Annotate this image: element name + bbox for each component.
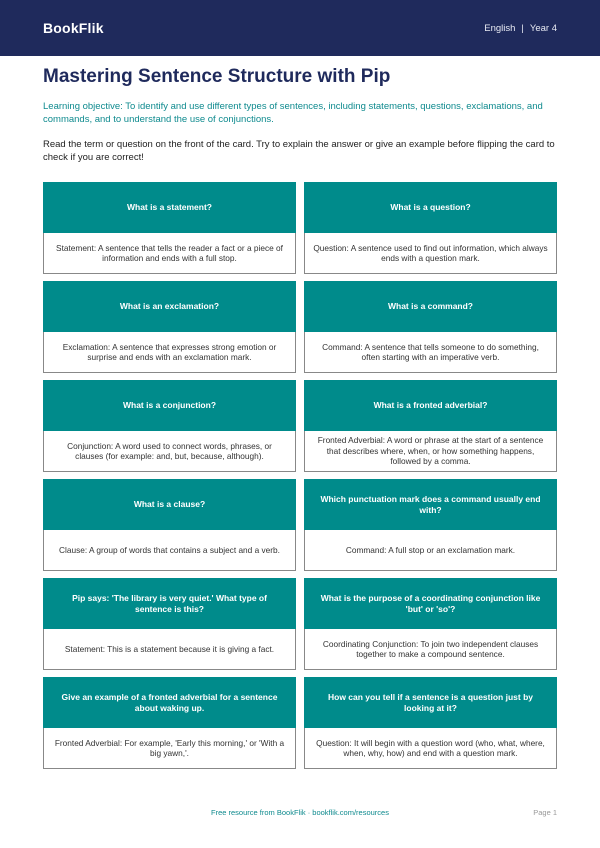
- header-meta: [484, 23, 557, 34]
- flashcard[interactable]: [43, 578, 296, 670]
- year-label: Year 4: [529, 22, 557, 34]
- flashcard[interactable]: [43, 182, 296, 274]
- card-back: Statement: A sentence that tells the reader a fact or a piece of information and ends with a full stop.: [43, 233, 296, 274]
- flashcard[interactable]: [43, 380, 296, 472]
- card-front: What is a statement?: [43, 182, 296, 233]
- page-number: Page 1: [533, 808, 557, 817]
- card-front: How can you tell if a sentence is a question just by looking at it?: [304, 677, 557, 728]
- page-title: Mastering Sentence Structure with Pip: [43, 66, 391, 87]
- card-back: Command: A sentence that tells someone to do something, often starting with an imperative verb.: [304, 332, 557, 373]
- flashcard[interactable]: [304, 479, 557, 571]
- card-front: Give an example of a fronted adverbial for a sentence about waking up.: [43, 677, 296, 728]
- card-back: Fronted Adverbial: A word or phrase at the start of a sentence that describes where, when, or how something happens, followed by a comma.: [304, 431, 557, 472]
- flashcard[interactable]: [43, 281, 296, 373]
- card-back: Clause: A group of words that contains a subject and a verb.: [43, 530, 296, 571]
- card-back: Exclamation: A sentence that expresses strong emotion or surprise and ends with an exclamation mark.: [43, 332, 296, 373]
- flashcard[interactable]: [304, 380, 557, 472]
- card-back: Fronted Adverbial: For example, 'Early this morning,' or 'With a big yawn,'.: [43, 728, 296, 769]
- header-bar: [0, 0, 600, 56]
- instructions: Read the term or question on the front of the card. Try to explain the answer or give an example before flipping the card to check if you are correct!: [43, 139, 555, 163]
- card-back: Question: A sentence used to find out information, which always ends with a question mark.: [304, 233, 557, 274]
- card-front: Pip says: 'The library is very quiet.' What type of sentence is this?: [43, 578, 296, 629]
- card-back: Statement: This is a statement because it is giving a fact.: [43, 629, 296, 670]
- card-front: What is a question?: [304, 182, 557, 233]
- card-front: What is a clause?: [43, 479, 296, 530]
- brand-logo[interactable]: BookFlik: [43, 20, 104, 36]
- footer: [0, 808, 600, 822]
- card-back: Conjunction: A word used to connect words, phrases, or clauses (for example: and, but, because, although).: [43, 431, 296, 472]
- meta-separator: |: [521, 22, 524, 34]
- learning-objective: Learning objective: To identify and use different types of sentences, including statements, questions, exclamations, and commands, and to understand the use of conjunctions.: [43, 101, 543, 125]
- card-front: What is the purpose of a coordinating conjunction like 'but' or 'so'?: [304, 578, 557, 629]
- subject-label: English: [484, 22, 516, 34]
- card-back: Question: It will begin with a question word (who, what, where, when, why, how) and end with a question mark.: [304, 728, 557, 769]
- flashcard[interactable]: [43, 479, 296, 571]
- flashcard[interactable]: [304, 182, 557, 274]
- card-back: Coordinating Conjunction: To join two independent clauses together to make a compound sentence.: [304, 629, 557, 670]
- card-front: What is an exclamation?: [43, 281, 296, 332]
- card-front: What is a fronted adverbial?: [304, 380, 557, 431]
- card-front: What is a conjunction?: [43, 380, 296, 431]
- flashcard[interactable]: [304, 281, 557, 373]
- card-front: Which punctuation mark does a command usually end with?: [304, 479, 557, 530]
- flashcard[interactable]: [304, 578, 557, 670]
- flashcard[interactable]: [43, 677, 296, 769]
- card-front: What is a command?: [304, 281, 557, 332]
- footer-source-link[interactable]: Free resource from BookFlik · bookflik.com/resources: [211, 808, 389, 817]
- flashcard[interactable]: [304, 677, 557, 769]
- card-back: Command: A full stop or an exclamation mark.: [304, 530, 557, 571]
